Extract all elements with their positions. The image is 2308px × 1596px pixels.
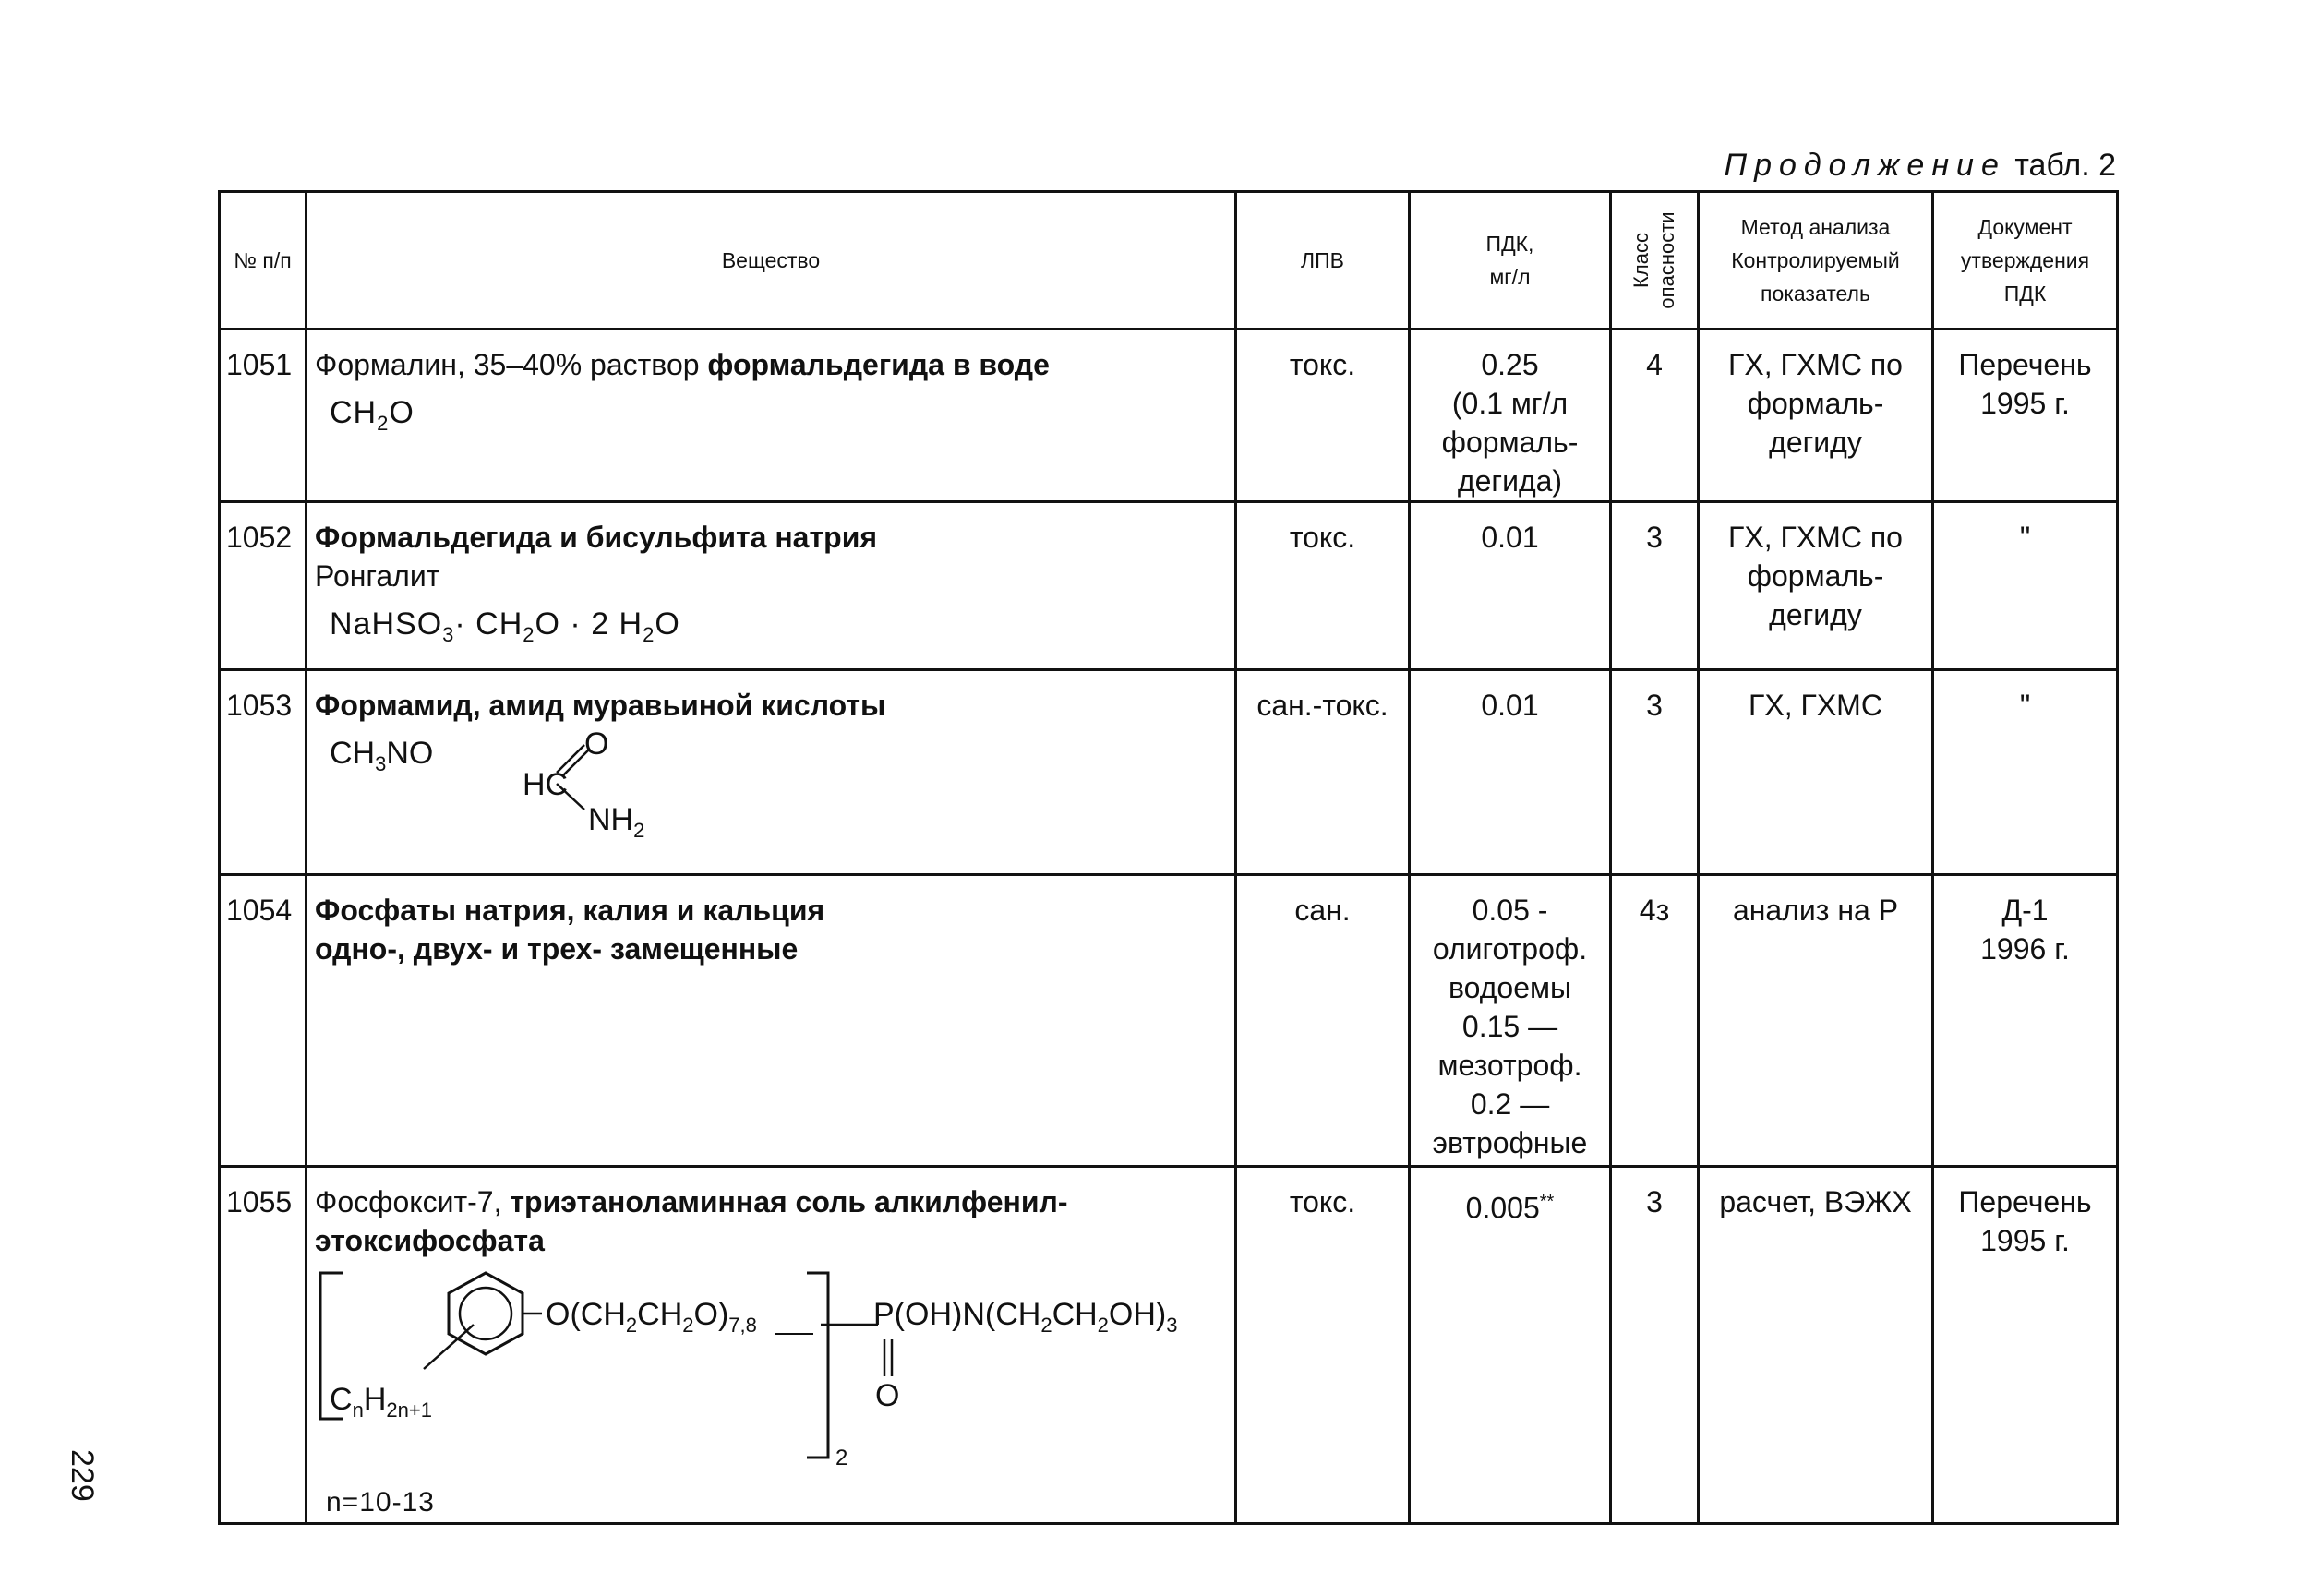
- substance-cell: Формальдегида и бисульфита натрия Ронгалит NaHSO$_3$· $CH_2O \cdot 2$ $H_2O$: [307, 502, 1236, 670]
- table-header-row: [220, 192, 2118, 330]
- method-cell: ГХ, ГХМС по формаль- дегиду: [1699, 502, 1933, 670]
- header-num: № п/п: [220, 192, 307, 330]
- row-number: 1051: [220, 330, 307, 502]
- row-number: 1052: [220, 502, 307, 670]
- method-cell: ГХ, ГХМС по формаль- дегиду: [1699, 330, 1933, 502]
- page-number: 229: [65, 1449, 100, 1502]
- pdk-cell: 0.05 - олиготроф. водоемы 0.15 — мезотроф. 0.2 — эвтрофные: [1410, 875, 1611, 1167]
- continuation-table-ref: табл. 2: [2014, 148, 2116, 183]
- table-row: [220, 502, 2118, 670]
- row-number: 1053: [220, 670, 307, 875]
- continuation-label: [1606, 148, 2116, 184]
- substance-cell: Фосфоксит-7, триэтаноламинная соль алкилфенил- этоксифосфата $O(CH_2CH_2O)_{7,8}$ $P(OH)N(CH_2CH_2OH)_3$ $C_nH_{2n+1}$ 2 O n=10-13: [307, 1167, 1236, 1524]
- table-row: [220, 875, 2118, 1167]
- pdk-cell: 0.01: [1410, 670, 1611, 875]
- substance-cell: Фосфаты натрия, калия и кальция одно-, двух- и трех- замещенные: [307, 875, 1236, 1167]
- method-cell: ГХ, ГХМС: [1699, 670, 1933, 875]
- continuation-spaced-word: Продолжение: [1724, 148, 2006, 183]
- header-document: Документ утверждения ПДК: [1933, 192, 2118, 330]
- header-hazard-class: Класс опасности: [1611, 192, 1699, 330]
- pdk-cell: 0.005**: [1410, 1167, 1611, 1524]
- method-cell: расчет, ВЭЖХ: [1699, 1167, 1933, 1524]
- hazard-class-cell: 3: [1611, 502, 1699, 670]
- row-number: 1055: [220, 1167, 307, 1524]
- hazard-class-cell: 3: [1611, 670, 1699, 875]
- pdk-cell: 0.25 (0.1 мг/л формаль- дегида): [1410, 330, 1611, 502]
- chemical-formula: NaHSO$_3$· $CH_2O \cdot 2$ $H_2O$: [330, 606, 680, 646]
- document-cell: ": [1933, 670, 2118, 875]
- document-cell: Перечень 1995 г.: [1933, 1167, 2118, 1524]
- lpv-cell: сан.: [1236, 875, 1410, 1167]
- phosphoxit-structure: $O(CH_2CH_2O)_{7,8}$ $P(OH)N(CH_2CH_2OH)_3$ $C_nH_{2n+1}$ 2 O: [315, 1267, 1229, 1480]
- formamide-structure: $CH_3NO$ O HC $NH_2$: [315, 725, 1229, 845]
- hazard-class-cell: 4: [1611, 330, 1699, 502]
- row-number: 1054: [220, 875, 307, 1167]
- substance-cell: Формалин, 35–40% раствор формальдегида в воде $CH_2O$: [307, 330, 1236, 502]
- table-row: [220, 670, 2118, 875]
- lpv-cell: токс.: [1236, 502, 1410, 670]
- pdk-cell: 0.01: [1410, 502, 1611, 670]
- header-substance: Вещество: [307, 192, 1236, 330]
- document-cell: ": [1933, 502, 2118, 670]
- substance-cell: Формамид, амид муравьиной кислоты $CH_3NO$ O HC $NH_2$: [307, 670, 1236, 875]
- header-pdk: ПДК, мг/л: [1410, 192, 1611, 330]
- lpv-cell: сан.-токс.: [1236, 670, 1410, 875]
- table-row: [220, 330, 2118, 502]
- method-cell: анализ на Р: [1699, 875, 1933, 1167]
- document-cell: Д-1 1996 г.: [1933, 875, 2118, 1167]
- header-method: Метод анализа Контролируемый показатель: [1699, 192, 1933, 330]
- hazard-class-cell: 4з: [1611, 875, 1699, 1167]
- n-range-note: n=10-13: [326, 1487, 435, 1518]
- lpv-cell: токс.: [1236, 1167, 1410, 1524]
- document-cell: Перечень 1995 г.: [1933, 330, 2118, 502]
- footnote-mark: **: [1539, 1192, 1555, 1212]
- table-row: [220, 1167, 2118, 1524]
- substance-table: [218, 190, 2119, 1525]
- hazard-class-cell: 3: [1611, 1167, 1699, 1524]
- header-lpv: ЛПВ: [1236, 192, 1410, 330]
- chemical-formula: $CH_2O$: [330, 395, 415, 435]
- lpv-cell: токс.: [1236, 330, 1410, 502]
